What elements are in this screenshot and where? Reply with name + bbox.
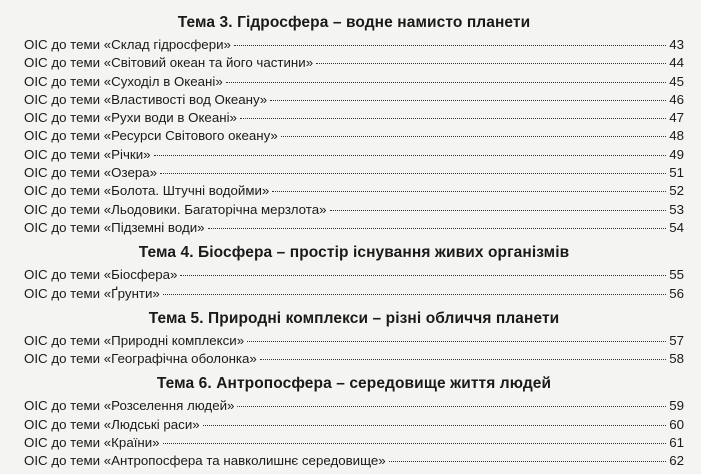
section-title: Тема 3. Гідросфера – водне намисто планети: [177, 14, 531, 31]
entry-label: ОІС до теми «Льодовики. Багаторічна мерзлота»: [24, 201, 327, 217]
toc-entry[interactable]: [24, 109, 684, 127]
dot-leader: [160, 173, 666, 174]
toc-entry[interactable]: [24, 73, 684, 91]
entry-label: ОІС до теми «Ґрунти»: [24, 285, 160, 301]
entry-label: ОІС до теми «Властивості вод Океану»: [24, 91, 268, 107]
dot-leader: [260, 359, 666, 360]
entry-label: ОІС до теми «Природні комплекси»: [24, 332, 245, 348]
toc-entry[interactable]: [24, 452, 684, 470]
toc-entry[interactable]: [24, 146, 684, 164]
toc-entry[interactable]: [24, 54, 684, 72]
page-number: 45: [669, 73, 684, 89]
entry-label: ОІС до теми «Людські раси»: [24, 416, 200, 432]
page-number: 54: [669, 219, 684, 235]
entry-label: ОІС до теми «Болота. Штучні водойми»: [24, 183, 270, 199]
entry-label: ОІС до теми «Рухи води в Океані»: [24, 110, 237, 126]
dot-leader: [330, 210, 667, 211]
toc-entry[interactable]: [24, 350, 684, 368]
page-number: 44: [669, 55, 684, 71]
dot-leader: [272, 191, 666, 192]
section-title: Тема 4. Біосфера – простір існування живих організмів: [138, 244, 570, 262]
toc-entry[interactable]: [24, 397, 684, 415]
page-number: 58: [669, 351, 684, 367]
toc-entry[interactable]: [24, 36, 684, 54]
page-number: 49: [669, 146, 684, 162]
toc-section-topic-4: [24, 240, 684, 303]
entry-label: ОІС до теми «Біосфера»: [24, 267, 178, 283]
dot-leader: [389, 461, 667, 462]
page-number: 51: [669, 165, 684, 181]
page-number: 62: [669, 453, 684, 469]
entry-label: ОІС до теми «Озера»: [24, 165, 158, 181]
page-number: 56: [669, 285, 684, 301]
toc-section-topic-6: [24, 371, 684, 470]
entry-label: ОІС до теми «Світовий океан та його частини»: [24, 55, 314, 71]
toc-entry[interactable]: [24, 219, 684, 237]
page-number: 61: [669, 435, 684, 451]
dot-leader: [163, 294, 666, 295]
page-number: 53: [669, 201, 684, 217]
toc-entry[interactable]: [24, 332, 684, 350]
dot-leader: [163, 443, 667, 444]
section-title: Тема 5. Природні комплекси – різні обличчя планети: [148, 309, 560, 327]
dot-leader: [208, 228, 667, 229]
page-number: 55: [669, 267, 684, 283]
dot-leader: [180, 275, 666, 276]
toc-entry[interactable]: [24, 91, 684, 109]
dot-leader: [203, 425, 667, 426]
toc-entry[interactable]: [24, 164, 684, 182]
entry-label: ОІС до теми «Ресурси Світового океану»: [24, 128, 278, 144]
entry-label: ОІС до теми «Розселення людей»: [24, 398, 235, 414]
dot-leader: [234, 45, 666, 46]
toc-section-topic-3: [24, 10, 684, 237]
entry-label: ОІС до теми «Підземні води»: [24, 219, 205, 235]
table-of-contents: [24, 10, 684, 474]
entry-label: ОІС до теми «Річки»: [24, 146, 151, 162]
dot-leader: [270, 100, 666, 101]
entry-label: ОІС до теми «Географічна оболонка»: [24, 351, 257, 367]
toc-entry[interactable]: [24, 416, 684, 434]
page-number: 60: [669, 416, 684, 432]
section-title: Тема 6. Антропосфера – середовище життя людей: [156, 375, 552, 393]
toc-entry[interactable]: [24, 266, 684, 284]
dot-leader: [281, 136, 666, 137]
dot-leader: [240, 118, 666, 119]
toc-entry[interactable]: [24, 182, 684, 200]
toc-entry[interactable]: [24, 434, 684, 452]
page-number: 57: [669, 332, 684, 348]
toc-entry[interactable]: [24, 285, 684, 303]
entry-label: ОІС до теми «Склад гідросфери»: [24, 37, 231, 52]
page-number: 47: [669, 110, 684, 126]
entry-label: ОІС до теми «Країни»: [24, 435, 160, 451]
dot-leader: [316, 63, 666, 64]
dot-leader: [247, 341, 666, 342]
dot-leader: [237, 406, 666, 407]
page-number: 46: [669, 91, 684, 107]
page-number: 52: [669, 183, 684, 199]
toc-section-topic-5: [24, 306, 684, 369]
page-number: 59: [669, 398, 684, 414]
entry-label: ОІС до теми «Суходіл в Океані»: [24, 73, 223, 89]
dot-leader: [226, 82, 666, 83]
entry-label: ОІС до теми «Антропосфера та навколишнє середовище»: [24, 453, 386, 469]
page-number: 43: [669, 37, 684, 52]
toc-entry[interactable]: [24, 127, 684, 145]
page-number: 48: [669, 128, 684, 144]
toc-entry[interactable]: [24, 201, 684, 219]
dot-leader: [154, 155, 667, 156]
